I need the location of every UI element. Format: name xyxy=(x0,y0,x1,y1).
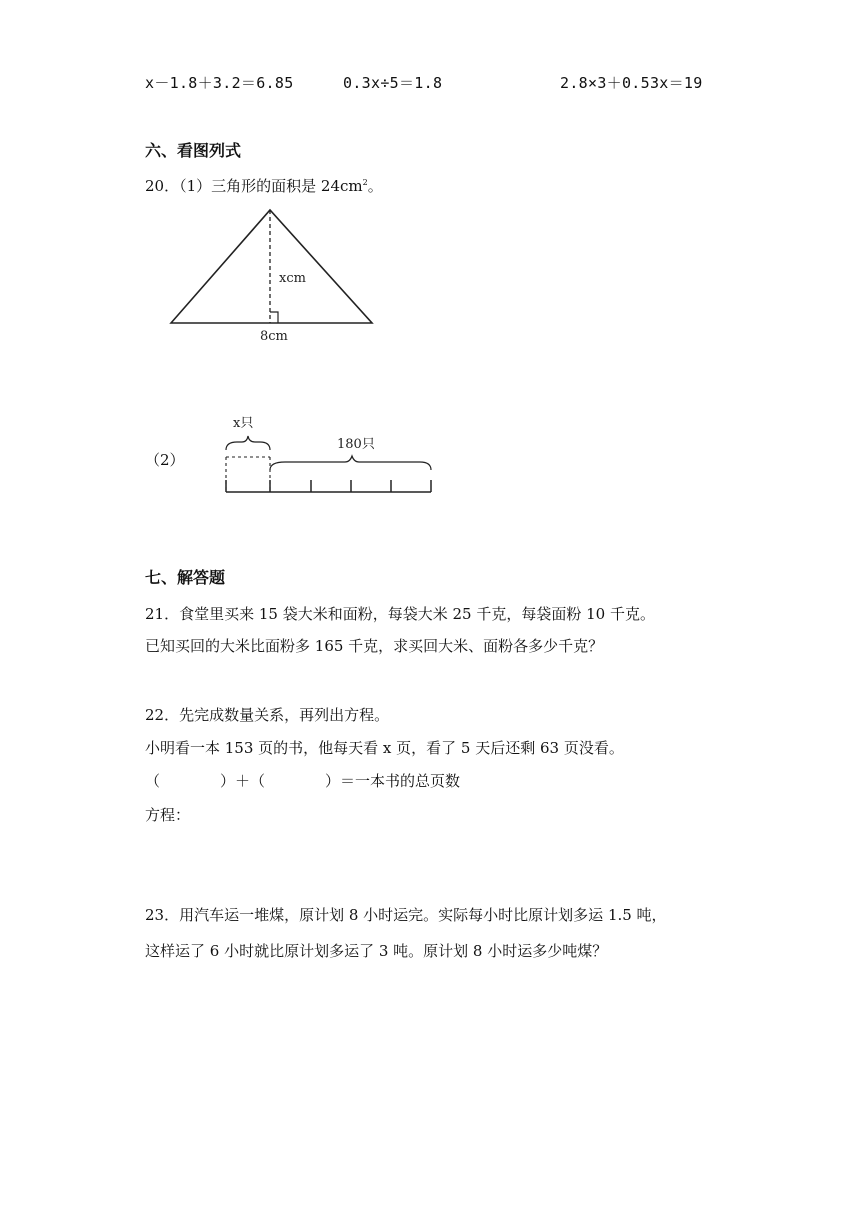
segment-diagram xyxy=(215,410,440,500)
base-label: 8cm xyxy=(260,329,288,344)
question-23-line-2: 这样运了 6 小时就比原计划多运了 3 吨。原计划 8 小时运多少吨煤？ xyxy=(145,942,608,960)
question-22-line-2: 小明看一本 153 页的书，他每天看 x 页，看了 5 天后还剩 63 页没看。 xyxy=(145,739,624,757)
question-22-line-1: 22．先完成数量关系，再列出方程。 xyxy=(145,706,390,724)
height-label: xcm xyxy=(279,271,306,286)
equation-2: 0.3x÷5＝1.8 xyxy=(343,74,443,92)
question-21-line-2: 已知买回的大米比面粉多 165 千克，求买回大米、面粉各多少千克？ xyxy=(145,637,604,655)
total-label: 180只 xyxy=(337,437,375,452)
square-superscript: 2 xyxy=(362,178,368,187)
total-brace xyxy=(270,456,431,470)
part-2-label: （2） xyxy=(145,451,185,469)
question-20-text: 20．（1）三角形的面积是 $24cm^2$。 xyxy=(145,177,383,195)
x-brace xyxy=(226,436,270,450)
question-22-relation: （ ）＋（ ）＝一本书的总页数 xyxy=(145,772,461,790)
triangle-figure xyxy=(160,200,390,350)
question-22-equation-label: 方程： xyxy=(145,806,191,824)
equation-3: 2.8×3＋0.53x＝19 xyxy=(560,74,703,92)
triangle-outline xyxy=(171,210,372,323)
right-angle-mark xyxy=(270,312,278,323)
question-23-line-1: 23．用汽车运一堆煤，原计划 8 小时运完。实际每小时比原计划多运 1.5 吨， xyxy=(145,906,667,924)
equation-1: x－1.8＋3.2＝6.85 xyxy=(145,74,294,92)
section-6-heading: 六、看图列式 xyxy=(145,141,242,160)
x-unit-label: x只 xyxy=(233,416,254,431)
section-7-heading: 七、解答题 xyxy=(145,568,226,587)
question-21-line-1: 21．食堂里买来 15 袋大米和面粉，每袋大米 25 千克，每袋面粉 10 千克。 xyxy=(145,605,655,623)
